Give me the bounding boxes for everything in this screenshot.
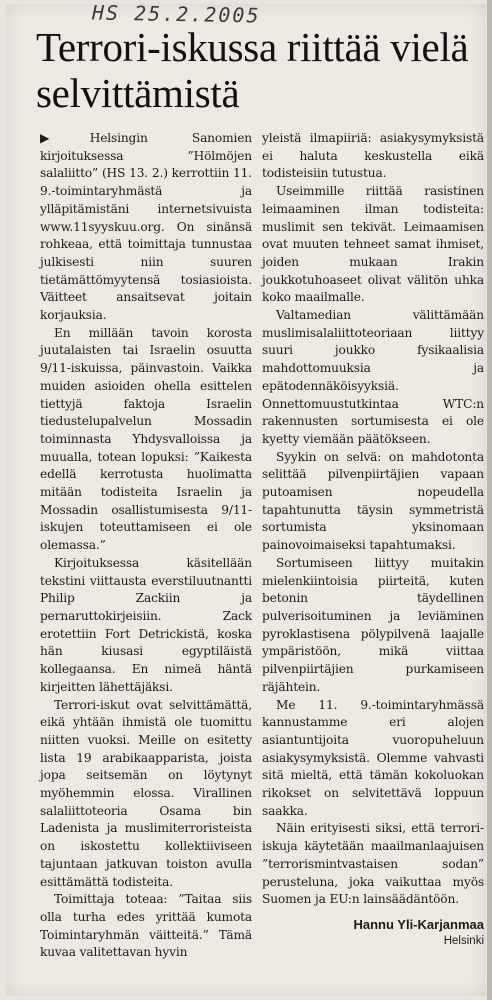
paragraph: yleistä ilmapiiriä: asiakysymyksistä ei haluta keskustella eikä todisteisiin tutustua.	[262, 131, 484, 181]
scan-edge	[487, 0, 492, 1000]
paragraph: Kirjoituksessa käsitellään tekstini viittausta everstiluutnantti Philip Zackiin ja pernaruttokirjeisiin. Zack erotettiin Fort Detrickistä, koska hän kiusasi egyptiläistä kollegaansa. En nimeä häntä kirjeitten lähettäjäksi.	[40, 555, 252, 694]
paragraph: Me 11. 9.-toimintaryhmässä kannustamme eri alojen asiantuntijoita vuoropuheluun asiakysymyksistä. Olemme vahvasti sitä mieltä, että tämän kokoluokan rikokset on selvitettävä loppuun saakka.	[262, 697, 484, 818]
article-column-right	[262, 130, 484, 947]
author-location: Helsinki	[443, 934, 484, 947]
paragraph: Syykin on selvä: on mahdotonta selittää pilvenpiirtäjien vapaan putoamisen nopeudella tapahtunutta täysin symmetristä sortumista yksinomaan painovoimaiseksi tapahtumaksi.	[262, 449, 484, 553]
author-name: Hannu Yli-Karjanmaa	[353, 916, 484, 932]
paragraph: Näin erityisesti siksi, että terrori-iskuja käytetään maailmanlaajuisen ”terrorismintvastaisen sodan” perusteluna, joka vaikuttaa myös Suomen ja EU:n lainsäädäntöön.	[262, 821, 484, 907]
paragraph: Valtamedian välittämään muslimisalaliittoteoriaan liittyy suuri joukko fysikaalisia mahdottomuuksia ja epätodennäköisyyksiä. Onnettomuustutkintaa WTC:n rakennusten sortumisesta ei ole kyetty viemään päätökseen.	[262, 308, 484, 446]
article-headline: Terrori-iskussa riittää vielä selvittämistä	[36, 24, 469, 116]
paragraph: Sortumiseen liittyy muitakin mielenkiintoisia piirteitä, kuten betonin täydellinen pulverisoituminen ja leviäminen pyroklastisena pölypilvenä laajalle ympäristöön, mikä viittaa pilvenpiirtäjien purkamiseen räjähtein.	[262, 555, 484, 694]
handwritten-date: HS 25.2.2005	[91, 0, 261, 28]
paragraph: Useimmille riittää rasistinen leimaaminen ilman todisteita: muslimit sen tekivät. Leimaamisen ovat muuten tehneet samat ihmiset, joiden mukaan Irakin joukkotuhoaseet olivat välitön uhka koko maailmalle.	[262, 184, 484, 305]
paragraph: Toimittaja toteaa: ”Taitaa siis olla turha edes yrittää kumota Toimintaryhmän väitteitä.” Tämä kuvaa valitettavan hyvin	[40, 892, 252, 960]
paragraph: Terrori-iskut ovat selvittämättä, eikä yhtään ihmistä ole tuomittu niitten vuoksi. Meille on esitetty lista 19 arabikaapparista, joista jopa seitsemän on löytynyt myöhemmin elossa. Virallinen salaliittoteoria Osama bin Ladenista ja muslimiterroristeista on iskostettu kollektiiviseen tajuntaan jatkuvan toiston avulla esittämättä todisteita.	[40, 697, 252, 889]
article-column-left	[40, 130, 252, 962]
paragraph: ▶Helsingin Sanomien kirjoituksessa ”Hölmöjen salaliitto” (HS 13. 2.) kerrottiin 11. 9.-toimintaryhmästä ja ylläpitämistäni internetsivuista www.11syyskuu.org. On sinänsä rohkeaa, että toimittaja tunnustaa julkisesti niin suuren tietämättömyytensä tosiasioista. Väitteet ansaitsevat joitain korjauksia.	[40, 131, 252, 323]
paragraph: En millään tavoin korosta juutalaisten tai Israelin osuutta 9/11-iskuissa, päinvastoin. Vaikka muiden asioiden ohella esittelen tiettyjä faktoja Israelin tiedustelupalvelun Mossadin toiminnasta Yhdysvalloissa ja muualla, totean lopuksi: ”Kaikesta edellä kerrotusta huolimatta mitään todisteita Israelin ja Mossadin osallistumisesta 9/11-iskujen toteuttamiseen ei ole olemassa.”	[40, 325, 252, 553]
